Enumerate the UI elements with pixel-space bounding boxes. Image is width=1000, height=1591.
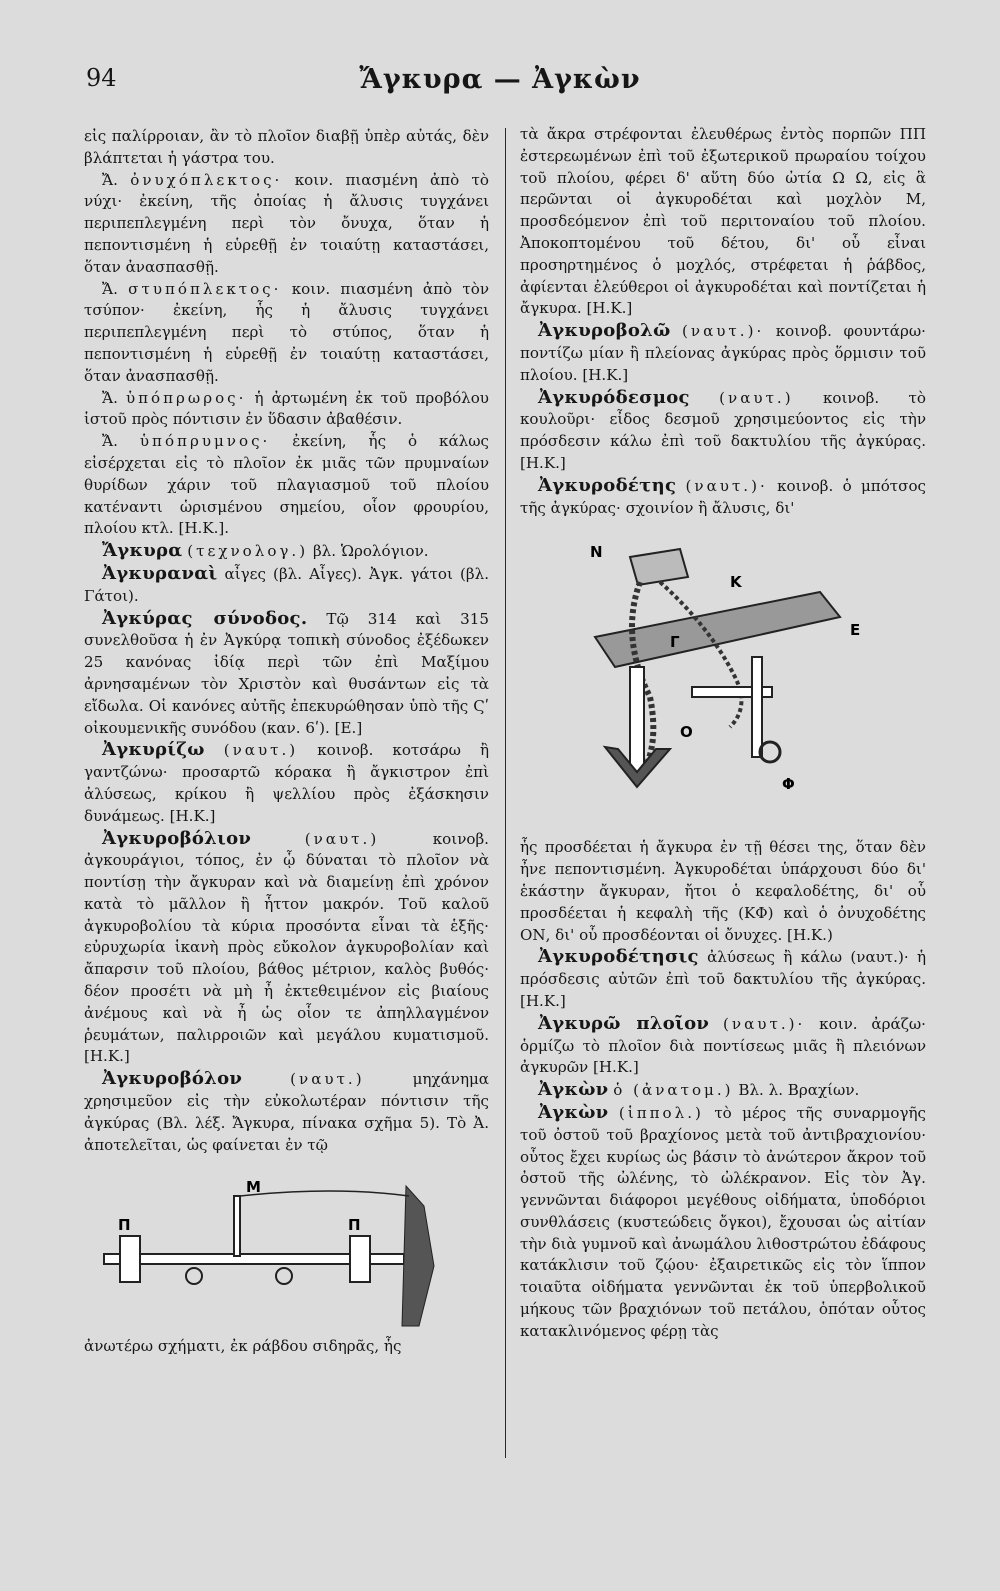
- entry: [84, 1068, 489, 1156]
- sub-entry: [84, 170, 489, 279]
- sub-term: ὀνυχόπλεκτος·: [130, 170, 283, 189]
- figure-label-g: Γ: [670, 633, 680, 652]
- headword: Ἀγκὼν: [538, 1101, 609, 1123]
- entry-tag: (ναυτ.): [719, 388, 794, 407]
- headword: Ἄγκυρα: [102, 540, 183, 562]
- abbr: Ἄ.: [102, 279, 118, 298]
- headword: Ἀγκυρίζω: [102, 739, 205, 761]
- entry-text: κοινοβ. ἀγκουράγιοι, τόπος, ἐν ᾧ δύναται τὸ πλοῖον νὰ ποντίσῃ τὴν ἄγκυραν καὶ νὰ διαμείνῃ ἐπὶ χρόνον κατὰ τὸ μᾶλλον ἢ ἧττον μακρόν. Τοῦ καλοῦ ἀγκυροβολίου τὰ κύρια προσόντα εἶναι τὰ ἑξῆς· εὐρυχωρία ἱκανὴ πρὸς εὔκολον ἀγκυροβολίαν καὶ ἄπαρσιν τοῦ πλοίου, βάθος μέτριον, καλὸς βυθός· δέον προσέτι νὰ μὴ ἦ ἐκτεθειμένον εἰς βιαίους ἀνέμους καὶ νὰ ἦ ὡς οἷον τε ἀπηλλαγμένον ῥευμάτων, παλιρροιῶν καὶ μεγάλου κυματισμοῦ. [Η.Κ.]: [84, 829, 489, 1066]
- abbr: Ἄ.: [102, 432, 118, 451]
- figure-label-p-left: Π: [118, 1216, 131, 1235]
- figure-label-p-right: Π: [348, 1216, 361, 1235]
- sub-text: κοιν. πιασμένη ἀπὸ τὸ νύχι· ἐκείνη, τῆς ὁποίας ἡ ἄλυσις τυγχάνει περιπεπλεγμένη περὶ τὸν ὄνυχα, ὅταν ἡ πεποντισμένη ἡ εὑρεθῇ ἐν τοιαύτῃ καταστάσει, ὅταν ἀνασπασθῇ.: [84, 170, 489, 276]
- headword: Ἀγκυρόδεσμος: [538, 386, 690, 408]
- headword: Ἀγκυροβόλιον: [102, 827, 252, 849]
- sub-entry: [84, 279, 489, 388]
- entry-text: ἀλύσεως ἢ κάλω (ναυτ.)· ἡ πρόσδεσις αὐτῶν ἐπὶ τοῦ δακτυλίου τῆς ἀγκύρας. [Η.Κ.]: [520, 948, 926, 1010]
- anchor-figure: [520, 527, 926, 827]
- entry-text: Βλ. λ. Βραχίων.: [738, 1081, 860, 1100]
- entry: [520, 320, 926, 386]
- entry-text: κοινοβ. κοτσάρω ἢ γαντζώνω· προσαρτῶ κόρακα ἢ ἄγκιστρον ἐπὶ ἀλύσεως, κρίκου ἢ ψελλίου πρὸς ἐξάσκησιν δυνάμεως. [Η.Κ.]: [84, 741, 489, 825]
- abbr: Ἄ.: [102, 170, 118, 189]
- sub-term: ὑπόπρωρος·: [125, 388, 247, 407]
- entry: [520, 946, 926, 1012]
- entry-tag: ὁ (ἀνατομ.): [613, 1081, 734, 1100]
- entry-text: μηχάνημα χρησιμεῦον εἰς τὴν εὐκολωτέραν πόντισιν τῆς ἀγκύρας (Βλ. λέξ. Ἄγκυρα, πίνακα σχῆμα 5). Τὸ Ἀ. ἀποτελεῖται, ὡς φαίνεται ἐν τῷ: [84, 1070, 489, 1154]
- figure-label-o: O: [680, 723, 693, 742]
- figure-label-f: Φ: [782, 775, 795, 794]
- entry: [520, 1013, 926, 1079]
- figure-label-k: K: [730, 573, 742, 592]
- entry: [84, 563, 489, 608]
- entry: [520, 1102, 926, 1343]
- page-number: 94: [86, 64, 117, 92]
- entry-text: κοινοβ. τὸ κουλοῦρι· εἶδος δεσμοῦ χρησιμεύοντος εἰς τὴν πρόσδεσιν κάλω ἐπὶ τοῦ δακτυλίου τῆς ἀγκύρας. [Η.Κ.]: [520, 388, 926, 472]
- sub-text: ἡ ἀρτωμένη ἐκ τοῦ προβόλου ἱστοῦ πρὸς πόντισιν ἐν ὕδασιν ἀβαθέσιν.: [84, 388, 489, 429]
- entry-tag: (ἱππολ.): [618, 1103, 704, 1122]
- entry-text: βλ. Ὡρολόγιον.: [312, 542, 429, 561]
- figure-label-m: Μ: [246, 1178, 261, 1197]
- sub-text: ἐκείνη, ἧς ὁ κάλως εἰσέρχεται εἰς τὸ πλοῖον ἐκ μιᾶς τῶν πρυμναίων θυρίδων χάριν τοῦ πλαγιασμοῦ τοῦ πλοίου κατέναντι ὡρισμένου σημείου, οἷον φρουρίου, πλοίου κτλ. [Η.Κ.].: [84, 432, 489, 538]
- entry: [520, 475, 926, 520]
- entry-text: κοινοβ. ὁ μπότσος τῆς ἀγκύρας· σχοινίον ἢ ἄλυσις, δι': [520, 476, 926, 517]
- anchor-release-figure: [84, 1166, 489, 1336]
- abbr: Ἄ.: [102, 388, 118, 407]
- entry-text: κοινοβ. φουντάρω· ποντίζω μίαν ἢ πλείονας ἀγκύρας πρὸς ὅρμισιν τοῦ πλοίου. [Η.Κ.]: [520, 322, 926, 384]
- sub-text: κοιν. πιασμένη ἀπὸ τὸν τσύπον· ἐκείνη, ἧς ἡ ἄλυσις τυγχάνει περιπεπλεγμένη περὶ τὸ στύπος, ὅταν ἡ πεποντισμένη ἡ εὑρεθῇ ἐν τοιαύτῃ καταστάσει, ὅταν ἀνασπασθῇ.: [84, 279, 489, 385]
- running-head: Ἄγκυρα — Ἀγκὼν: [359, 64, 641, 95]
- entry-tag: (τεχνολογ.): [187, 542, 309, 561]
- right-column: [520, 124, 926, 1343]
- entry-tag: (ναυτ.): [290, 1070, 365, 1089]
- headword: Ἀγκύρας σύνοδος.: [102, 607, 308, 629]
- headword: Ἀγκὼν: [538, 1079, 609, 1101]
- entry: [84, 540, 489, 563]
- paragraph-tail: ἀνωτέρω σχήματι, ἐκ ράβδου σιδηρᾶς, ἧς: [84, 1337, 402, 1356]
- headword: Ἀγκυροβολῶ: [538, 320, 671, 342]
- entry-tag: (ναυτ.): [304, 829, 380, 848]
- headword: Ἀγκυραναὶ: [102, 562, 218, 584]
- entry-tag: (ναυτ.): [223, 741, 299, 760]
- entry: [84, 828, 489, 1069]
- sub-entry: [84, 388, 489, 432]
- sub-term: ὑπόπρυμνος·: [139, 432, 271, 451]
- entry: [520, 1079, 926, 1102]
- paragraph: τὰ ἄκρα στρέφονται ἐλευθέρως ἐντὸς πορπῶν ΠΠ ἐστερεωμένων ἐπὶ τοῦ ἐξωτερικοῦ πρωραίου τοίχου τοῦ πλοίου, φέρει δ' αὕτη δύο ὠτία Ω Ω, εἰς ἃ περῶνται οἱ ἀγκυροδέται καὶ μοχλὸν Μ, προσδεόμενον ἐπὶ τοῦ περιτοναίου τοῦ πλοίου. Ἀποκοπτομένου τοῦ δέτου, δι' οὗ εἶναι προσηρτημένος ὁ μοχλός, στρέφεται ἡ ῥάβδος, ἀφίενται ἐλεύθεροι οἱ ἀγκυροδέται καὶ ποντίζεται ἡ ἄγκυρα. [Η.Κ.]: [520, 125, 926, 318]
- entry-tag: (ναυτ.)·: [723, 1014, 806, 1033]
- headword: Ἀγκυροδέτης: [538, 474, 677, 496]
- figure-label-n: N: [590, 543, 603, 562]
- column-rule: [505, 128, 506, 1458]
- entry: [84, 608, 489, 740]
- entry-text: κοιν. ἀράζω· ὁρμίζω τὸ πλοῖον διὰ ποντίσεως μιᾶς ἢ πλειόνων ἀγκυρῶν [Η.Κ.]: [520, 1014, 926, 1077]
- entry-text: τὸ μέρος τῆς συναρμογῆς τοῦ ὀστοῦ τοῦ βραχίονος μετὰ τοῦ ἀντιβραχιονίου· οὗτος ἔχει κυρίως ὡς βάσιν τὸ ἀνώτερον ἄκρον τοῦ ὀστοῦ τῆς ὠλένης, τὸ ὠλέκρανον. Εἰς τὸν Ἀγ. γεννῶνται διάφοροι μεγέθους οἰδήματα, ὑποδόριοι συνθλάσεις (κυστεώδεις ὄγκοι), ἔχουσαι ὡς αἰτίαν τὴν διὰ γυμνοῦ καὶ ἀνωμάλου λιθοστρώτου ἐδάφους κατάκλισιν τοῦ ζῴου· ἐξαιρετικῶς εἰς τὸν ἵππον τοιαῦτα οἰδήματα γεννῶνται ἐκ τοῦ ὑπερβολικοῦ μήκους τῶν βραχιόνων τοῦ πετάλου, ὁπόταν οὗτος κατακλινόμενος φέρῃ τὰς: [520, 1103, 926, 1340]
- headword: Ἀγκυροβόλον: [102, 1068, 243, 1090]
- headword: Ἀγκυρῶ πλοῖον: [538, 1012, 710, 1034]
- anchor-release-drawing: [84, 1166, 489, 1336]
- headword: Ἀγκυροδέτησις: [538, 946, 699, 968]
- figure-label-e: E: [850, 621, 861, 640]
- entry-text: αἶγες (βλ. Αἶγες). Ἀγκ. γάτοι (βλ. Γάτοι).: [84, 564, 489, 605]
- entry-text: Τῷ 314 καὶ 315 συνελθοῦσα ἡ ἐν Ἀγκύρᾳ τοπικὴ σύνοδος ἐξέδωκεν 25 κανόνας ἰδίᾳ περὶ τῶν ἐπὶ Μαξίμου ἀρνησαμένων τὸν Χριστὸν καὶ θυσάντων εἰς τὰ εἴδωλα. Οἱ κανόνες αὐτῆς ἐπεκυρώθησαν ὑπὸ τῆς Ϛʹ οἰκουμενικῆς συνόδου (καν. 6ʹ). [Ε.]: [84, 609, 489, 737]
- paragraph: ἧς προσδέεται ἡ ἄγκυρα ἐν τῇ θέσει της, ὅταν δὲν ἦνε πεποντισμένη. Ἀγκυροδέται ὑπάρχουσι δύο δι' ἑκάστην ἄγκυραν, ἤτοι ὁ κεφαλοδέτης, δι' οὗ προσδέεται ἡ κεφαλὴ τῆς (ΚΦ) καὶ ὁ ὀνυχοδέτης ΟΝ, δι' οὗ προσδέονται οἱ ὄνυχες. [Η.Κ.): [520, 838, 926, 944]
- left-column: [84, 126, 489, 1358]
- anchor-drawing: [520, 527, 926, 827]
- sub-term: στυπόπλεκτος·: [128, 279, 282, 298]
- entry: [84, 739, 489, 827]
- entry: [520, 387, 926, 475]
- paragraph: εἰς παλίρροιαν, ἂν τὸ πλοῖον διαβῇ ὑπὲρ αὐτάς, δὲν βλάπτεται ἡ γάστρα του.: [84, 127, 489, 167]
- sub-entry: [84, 431, 489, 540]
- entry-tag: (ναυτ.)·: [682, 322, 765, 341]
- entry-tag: (ναυτ.)·: [685, 476, 768, 495]
